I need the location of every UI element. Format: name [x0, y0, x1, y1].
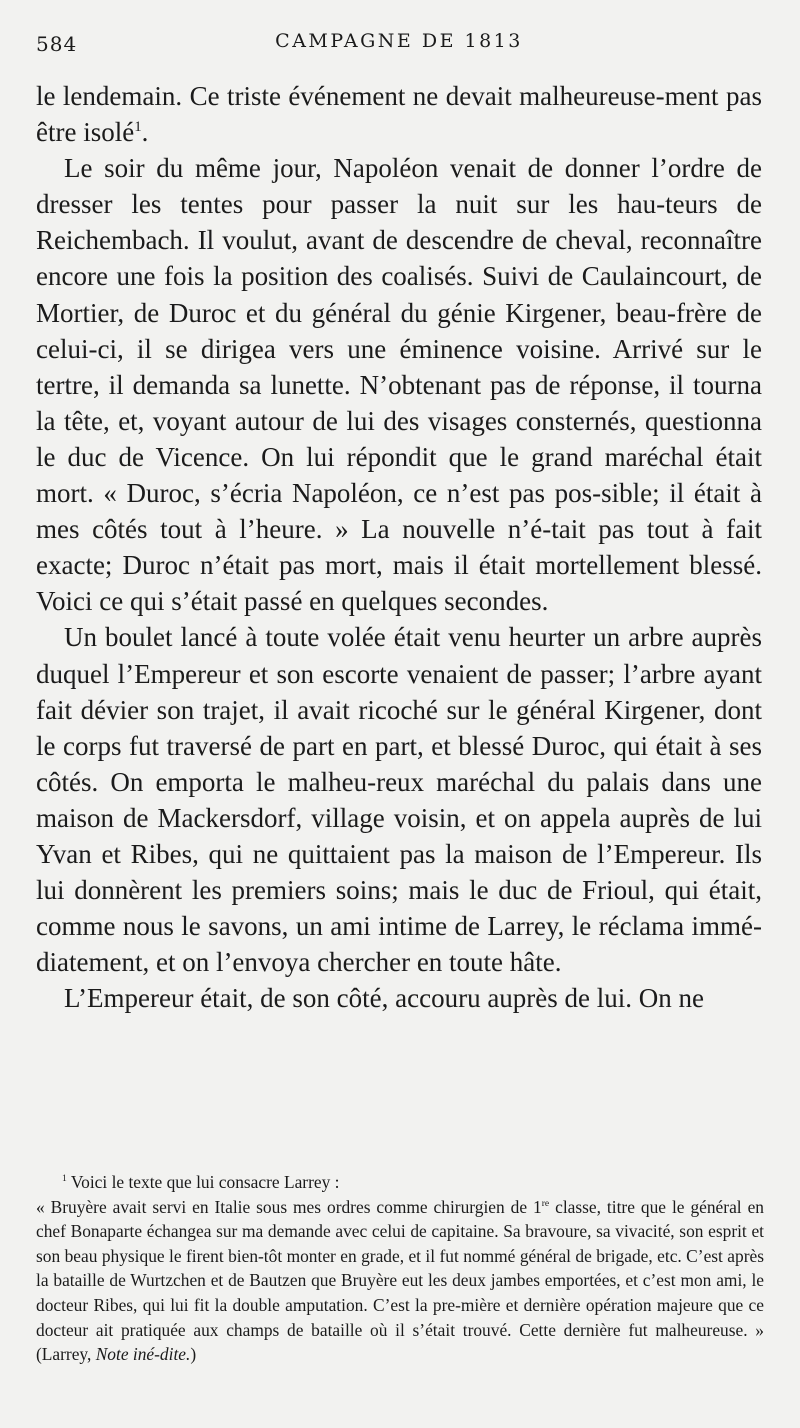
paragraph-4: L’Empereur était, de son côté, accouru auprès de lui. On ne [64, 983, 705, 1014]
paragraph-1-end: . [141, 117, 149, 148]
footnote-quote-end: ) [190, 1344, 197, 1365]
footnote-intro-text: Voici le texte que lui consacre Larrey : [70, 1172, 340, 1192]
footnote-number: 1 [62, 1173, 67, 1185]
paragraph-1-text: le lendemain. Ce triste événement ne devait malheureuse-ment pas être isolé [36, 81, 762, 148]
running-title: CAMPAGNE DE 1813 [275, 30, 523, 52]
footnote-quote [36, 1195, 764, 1367]
footnote-quote-superscript: re [541, 1197, 550, 1209]
footnote-quote-part-a: « Bruyère avait servi en Italie sous mes ordres comme chirurgien de 1 [36, 1196, 542, 1217]
page-number: 584 [36, 32, 78, 56]
paragraph-1 [36, 78, 762, 150]
running-head [36, 26, 762, 66]
footnote-reference: 1 [134, 119, 142, 136]
footnotes [36, 1170, 764, 1367]
paragraph-2: Le soir du même jour, Napoléon venait de donner l’ordre de dresser les tentes pour passer la nuit sur les hau-teurs de Reichembach. Il voulut, avant de descendre de cheval, reconnaître encore une fois la position des coalisés. Suivi de Caulaincourt, de Mortier, de Duroc et du général du génie Kirgener, beau-frère de celui-ci, il se dirigea vers une éminence voisine. Arrivé sur le tertre, il demanda sa lunette. N’obtenant pas de réponse, il tourna la tête, et, voyant autour de lui des visages consternés, questionna le duc de Vicence. On lui répondit que le grand maréchal était mort. « Duroc, s’écria Napoléon, ce n’est pas pos-sible; il était à mes côtés tout à l’heure. » La nouvelle n’é-tait pas tout à fait exacte; Duroc n’était pas mort, mais il était mortellement blessé. Voici ce qui s’était passé en quelques secondes. [36, 153, 762, 617]
body-text [36, 78, 762, 1016]
footnote-intro [36, 1170, 764, 1195]
footnote-quote-part-b: classe, titre que le général en chef Bonaparte échangea sur ma demande avec celui de capitaine. Sa bravoure, sa vivacité, son esprit et son beau physique le firent bien-tôt monter en grade, et il fut nommé général de brigade, etc. C’est après la bataille de Wurtzchen et de Bautzen que Bruyère eut les deux jambes emportées, et c’est mon ami, le docteur Ribes, qui lui fit la double amputation. C’est la pre-mière et dernière opération majeure que ce docteur ait pratiquée aux champs de bataille où il s’était trouvé. Cette dernière fut malheureuse. » (Larrey, [36, 1196, 764, 1365]
footnote-quote-italic: Note iné-dite. [95, 1344, 191, 1365]
paragraph-3: Un boulet lancé à toute volée était venu heurter un arbre auprès duquel l’Empereur et son escorte venaient de passer; l’arbre ayant fait dévier son trajet, il avait ricoché sur le général Kirgener, dont le corps fut traversé de part en part, et blessé Duroc, qui était à ses côtés. On emporta le malheu-reux maréchal du palais dans une maison de Mackersdorf, village voisin, et on appela auprès de lui Yvan et Ribes, qui ne quittaient pas la maison de l’Empereur. Ils lui donnèrent les premiers soins; mais le duc de Frioul, qui était, comme nous le savons, un ami intime de Larrey, le réclama immé-diatement, et on l’envoya chercher en toute hâte. [36, 622, 762, 978]
